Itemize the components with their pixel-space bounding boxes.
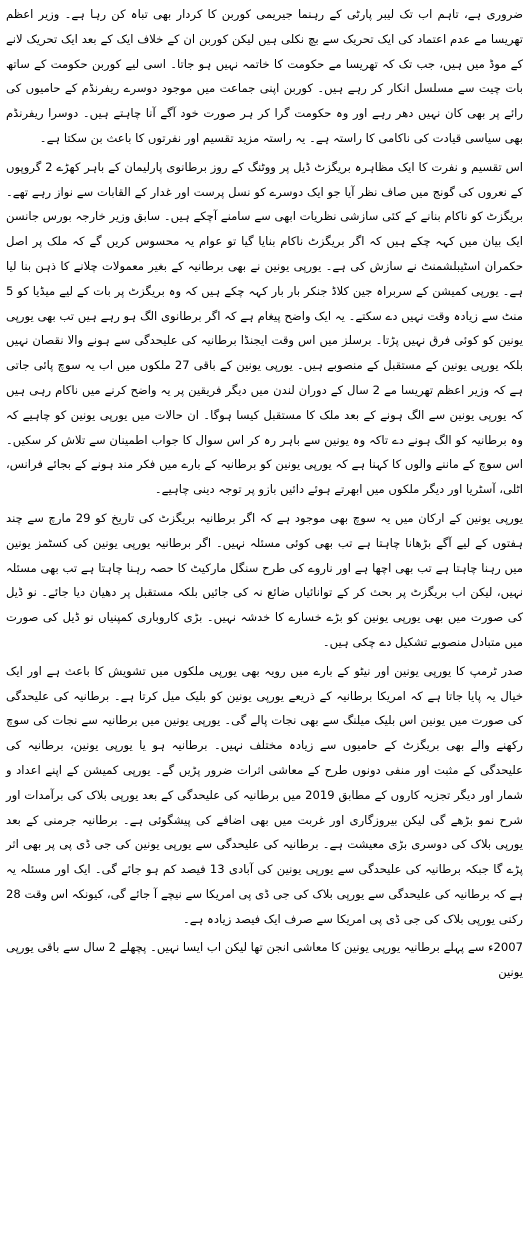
article-paragraph-5: 2007ء سے پہلے برطانیہ یورپی یونین کا معاشی انجن تھا لیکن اب ایسا نہیں۔ پچھلے 2 سال سے باقی یورپی یونین: [6, 940, 523, 980]
article-paragraph-2: اس تقسیم و نفرت کا ایک مظاہرہ بریگزٹ ڈیل پر ووٹنگ کے روز برطانوی پارلیمان کے باہر کھڑے 2 گروپوں کے نعروں کی گونج میں صاف نظر آیا جو ایک دوسرے کو نسل پرست اور غدار کے القابات سے نواز رہے تھے۔ بریگزٹ کو ناکام بنانے کے کئی سازشی نظریات ابھی سے سامنے آچکے ہیں۔ سابق وزیر خارجہ بورس جانسن ایک بیان میں کہہ چکے ہیں کہ اگر بریگزٹ ناکام بنایا گیا تو عوام یہ محسوس کریں گے کہ ملک پر اصل حکمران اسٹیبلشمنٹ نے سازش کی ہے۔ یورپی یونین نے بھی برطانیہ کے بغیر معمولات چلانے کا ذہن بنا لیا ہے۔ یورپی کمیشن کے سربراہ جین کلاڈ جنکر بار بار کہہ چکے ہیں کہ وہ بریگزٹ پر بات کے لیے میڈیا کو 5 منٹ سے زیادہ وقت نہیں دے سکتے۔ یہ ایک واضح پیغام ہے کہ اگر برطانوی الگ ہو رہے ہیں تب بھی یورپی یونین کو کوئی فرق نہیں پڑتا۔ برسلز میں اس وقت ایجنڈا برطانیہ کی علیحدگی سے ہونے والا نقصان نہیں بلکہ یورپی یونین کے مستقبل کے منصوبے ہیں۔ یورپی یونین کے باقی 27 ملکوں میں اب یہ سوچ پائی جاتی ہے کہ وزیر اعظم تھریسا مے 2 سال کے دوران لندن میں دیگر فریقین پر یہ واضح کرنے میں ناکام رہی ہیں کہ یورپی یونین سے الگ ہونے کے بعد ملک کا مستقبل کیسا ہوگا۔ ان حالات میں یورپی یونین کو چاہیے کہ وہ برطانیہ کو الگ ہونے دے تاکہ وہ یونین سے باہر رہ کر اس سوال کا جواب اطمینان سے تلاش کر سکیں۔ اس سوچ کے ماننے والوں کا کہنا ہے کہ یورپی یونین کو برطانیہ کے بارے میں فکر مند ہونے کے بجائے فرانس، اٹلی، آسٹریا اور دیگر ملکوں میں ابھرتے ہوئے دائیں بازو پر توجہ دینی چاہیے۔: [6, 159, 523, 497]
article-paragraph-1: ضروری ہے، تاہم اب تک لیبر پارٹی کے رہنما جیریمی کوربن کا کردار بھی تباہ کن رہا ہے۔ وزیر اعظم تھریسا مے عدم اعتماد کی ایک تحریک سے بچ نکلی ہیں لیکن کوربن ان کے خلاف ایک کے بعد ایک تحریک لانے کے موڈ میں ہیں، جب تک کہ تھریسا مے حکومت کا خاتمہ نہیں ہو جاتا۔ اسی لیے کوربن حکومت کے ساتھ بات چیت سے مسلسل انکار کر رہے ہیں۔ کوربن اپنی جماعت میں موجود دوسرے ریفرنڈم کے حامیوں کی رائے پر بھی کان نہیں دھر رہے اور وہ حکومت گرا کر ہر صورت خود آگے آنا چاہتے ہیں۔ دوسرا ریفرنڈم بھی سیاسی قیادت کی ناکامی کا راستہ ہے۔ یہ راستہ مزید تقسیم اور نفرتوں کا باعث بن سکتا ہے۔: [6, 7, 523, 145]
article-body: [6, 2, 523, 985]
article-paragraph-3: یورپی یونین کے ارکان میں یہ سوچ بھی موجود ہے کہ اگر برطانیہ بریگزٹ کی تاریخ کو 29 مارچ سے چند ہفتوں کے لیے آگے بڑھانا چاہتا ہے تب بھی کوئی مسئلہ نہیں۔ اگر برطانیہ یورپی یونین کی کسٹمز یونین میں رہنا چاہتا ہے تب بھی اچھا ہے اور ناروے کی طرح سنگل مارکیٹ کا حصہ رہنا چاہتا ہے تب بھی مسئلہ نہیں، لیکن اب بریگزٹ پر بحث کر کے توانائیاں ضائع نہ کی جائیں بلکہ مستقبل پر دھیان دیا جائے۔ نو ڈیل کی صورت میں بھی یورپی یونین کو بڑے خسارے کا خدشہ نہیں۔ بڑی کاروباری کمپنیاں نو ڈیل کی صورت میں متبادل منصوبے تشکیل دے چکی ہیں۔: [6, 510, 523, 649]
article-paragraph-4: صدر ٹرمپ کا یورپی یونین اور نیٹو کے بارے میں رویہ بھی یورپی ملکوں میں تشویش کا باعث ہے اور ایک خیال یہ پایا جاتا ہے کہ امریکا برطانیہ کے ذریعے یورپی یونین کو بلیک میل کرتا ہے۔ برطانیہ کی علیحدگی کی صورت میں یونین اس بلیک میلنگ سے بھی نجات پالے گی۔ یورپی یونین میں برطانیہ سے نجات کی سوچ رکھنے والے بھی بریگزٹ کے حامیوں سے زیادہ مختلف نہیں۔ برطانیہ ہو یا یورپی یونین، برطانیہ کی علیحدگی کے مثبت اور منفی دونوں طرح کے معاشی اثرات ضرور پڑیں گے۔ یورپی کمیشن کے اپنے اعداد و شمار اور دیگر تجزیہ کاروں کے مطابق 2019 میں برطانیہ کی علیحدگی کے بعد یورپی بلاک کی برآمدات اور شرح نمو بڑھے گی لیکن بیروزگاری اور غربت میں بھی اضافے کی پیشگوئی ہے۔ برطانیہ جرمنی کے بعد یورپی بلاک کی دوسری بڑی معیشت ہے۔ برطانیہ کی علیحدگی سے یورپی یونین کی جی ڈی پی پر بھی اثر پڑے گا جبکہ برطانیہ کی علیحدگی سے یورپی یونین کی آبادی 13 فیصد کم ہو جائے گی۔ ایک اور مسئلہ یہ ہے کہ برطانیہ کی علیحدگی سے یورپی بلاک کی جی ڈی پی امریکا سے نیچے آ جائے گی، کیونکہ اس وقت 28 رکنی یورپی بلاک کی جی ڈی پی امریکا سے صرف ایک فیصد زیادہ ہے۔: [6, 663, 523, 926]
